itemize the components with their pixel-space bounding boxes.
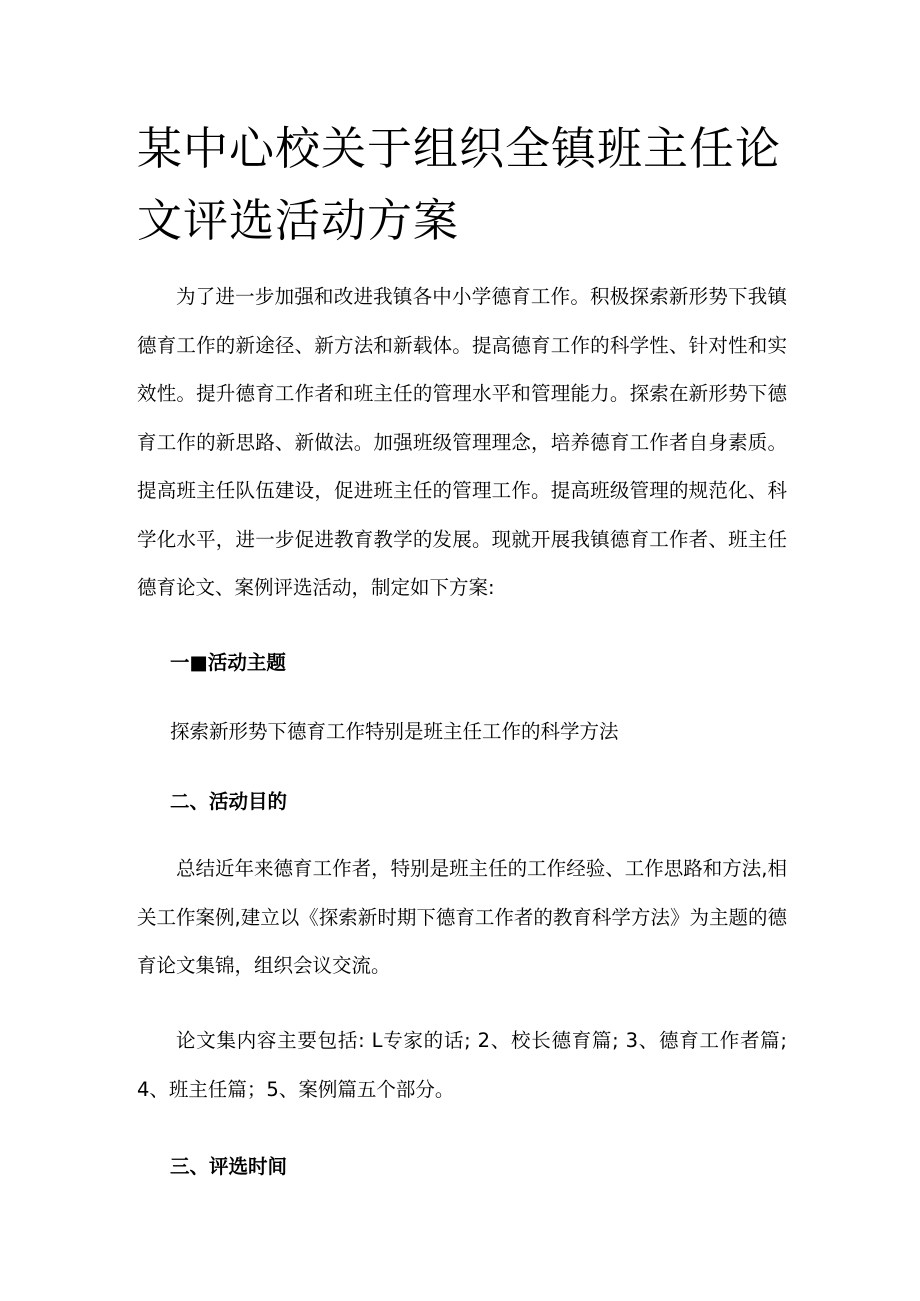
section-1-body: 探索新形势下德育工作特别是班主任工作的科学方法 <box>170 720 619 743</box>
section-2-heading: 二、活动目的 <box>170 790 288 813</box>
section-2-paragraph-1: 总结近年来德育工作者，特别是班主任的工作经验、工作思路和方法,相关工作案例,建立以《探索新时期下德育工作者的教育科学方法》为主题的德育论文集锦，组织会议交流。 <box>137 857 787 977</box>
intro-paragraph: 为了进一步加强和改进我镇各中小学德育工作。积极探索新形势下我镇德育工作的新途径、新方法和新载体。提高德育工作的科学性、针对性和实效性。提升德育工作者和班主任的管理水平和管理能力。探索在新形势下德育工作的新思路、新做法。加强班级管理理念，培养德育工作者自身素质。提高班主任队伍建设，促进班主任的管理工作。提高班级管理的规范化、科学化水平，进一步促进教育教学的发展。现就开展我镇德育工作者、班主任德育论文、案例评选活动，制定如下方案: <box>137 285 787 599</box>
document-title: 某中心校关于组织全镇班主任论文评选活动方案 <box>137 122 782 247</box>
section-2-paragraph-2: 论文集内容主要包括: L专家的话; 2、校长德育篇; 3、德育工作者篇; 4、班主任篇；5、案例篇五个部分。 <box>137 1029 787 1101</box>
section-1-heading: 一■活动主题 <box>170 651 286 674</box>
section-3-heading: 三、评选时间 <box>170 1155 288 1178</box>
